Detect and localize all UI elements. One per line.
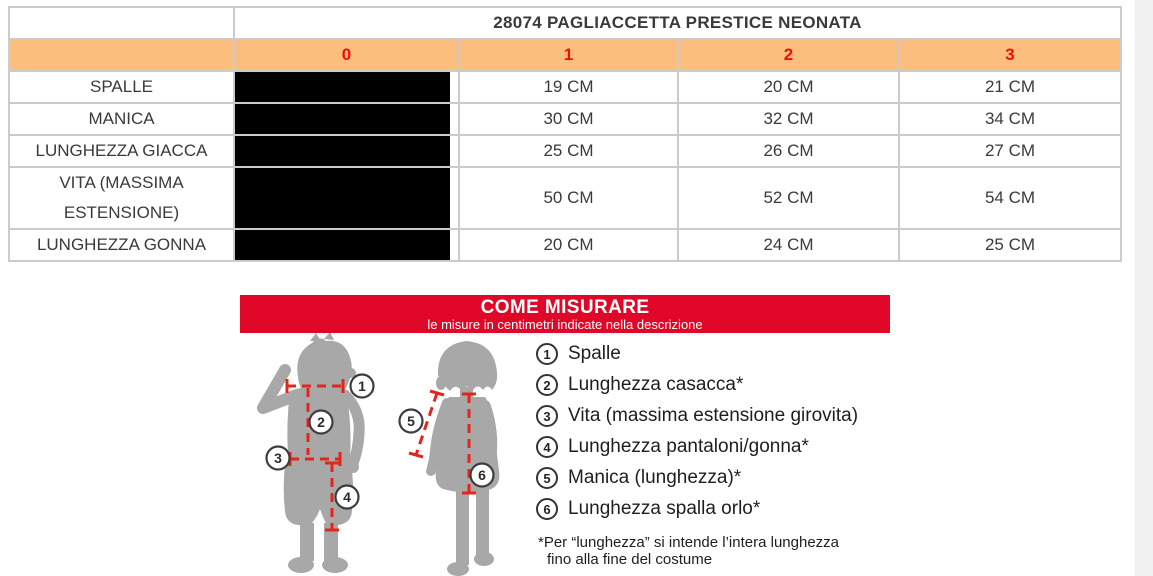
- row-label: SPALLE: [9, 71, 234, 103]
- empty-corner-cell: [9, 7, 234, 39]
- legend-item: [536, 467, 966, 489]
- redaction-black-box: [235, 104, 450, 134]
- footnote-line: *Per “lunghezza” si intende l’intera lunghezza: [538, 534, 840, 551]
- row-label: MANICA: [9, 103, 234, 135]
- product-title: 28074 PAGLIACCETTA PRESTICE NEONATA: [234, 7, 1121, 39]
- measure-legend: [536, 343, 966, 529]
- redaction-black-box: [235, 136, 450, 166]
- row-label: LUNGHEZZA GIACCA: [9, 135, 234, 167]
- legend-number-circle: 5: [536, 467, 558, 489]
- size-header-0: 0: [234, 39, 459, 71]
- size-header-3: 3: [899, 39, 1121, 71]
- legend-number-circle: 6: [536, 498, 558, 520]
- measurement-figures-illustration: [240, 333, 540, 576]
- legend-label: Vita (massima estensione girovita): [568, 405, 859, 426]
- size-header-empty: [9, 39, 234, 71]
- legend-label: Lunghezza casacca*: [568, 374, 744, 395]
- redaction-black-box: [235, 72, 450, 102]
- legend-item: [536, 343, 966, 365]
- redacted-cell: [234, 103, 459, 135]
- measure-value: 30 CM: [459, 103, 678, 135]
- size-header-1: 1: [459, 39, 678, 71]
- legend-label: Manica (lunghezza)*: [568, 467, 742, 488]
- table-row: [9, 71, 1121, 103]
- legend-item: [536, 498, 966, 520]
- measure-footnote: [538, 534, 839, 568]
- measure-value: 25 CM: [459, 135, 678, 167]
- measure-value: 25 CM: [899, 229, 1121, 261]
- marker-2: 2: [317, 414, 325, 430]
- redacted-cell: [234, 135, 459, 167]
- legend-number-circle: 1: [536, 343, 558, 365]
- measure-value: 24 CM: [678, 229, 899, 261]
- legend-number-circle: 2: [536, 374, 558, 396]
- girl-silhouette-icon: [426, 341, 499, 576]
- measure-value: 52 CM: [678, 167, 899, 229]
- marker-1: 1: [358, 378, 366, 394]
- banner-title: COME MISURARE: [480, 297, 650, 318]
- size-chart-table: [8, 6, 1122, 262]
- table-row-sizes: [9, 39, 1121, 71]
- legend-number-circle: 4: [536, 436, 558, 458]
- marker-3: 3: [274, 450, 282, 466]
- page-right-gutter: [1135, 0, 1153, 576]
- measure-value: 50 CM: [459, 167, 678, 229]
- redaction-black-box: [235, 230, 450, 260]
- legend-label: Spalle: [568, 343, 621, 364]
- legend-item: [536, 405, 966, 427]
- redaction-black-box: [235, 168, 450, 228]
- marker-4: 4: [343, 489, 351, 505]
- row-label: VITA (MASSIMA ESTENSIONE): [9, 167, 234, 229]
- measure-value: 34 CM: [899, 103, 1121, 135]
- measure-value: 26 CM: [678, 135, 899, 167]
- banner-subtitle: le misure in centimetri indicate nella descrizione: [427, 317, 703, 332]
- row-label: LUNGHEZZA GONNA: [9, 229, 234, 261]
- table-row: [9, 103, 1121, 135]
- measure-value: 21 CM: [899, 71, 1121, 103]
- measure-value: 54 CM: [899, 167, 1121, 229]
- legend-item: [536, 374, 966, 396]
- legend-number-circle: 3: [536, 405, 558, 427]
- measure-value: 27 CM: [899, 135, 1121, 167]
- footnote-line: fino alla fine del costume: [547, 551, 713, 568]
- redacted-cell: [234, 71, 459, 103]
- legend-label: Lunghezza spalla orlo*: [568, 498, 761, 519]
- table-row: [9, 135, 1121, 167]
- measure-value: 20 CM: [459, 229, 678, 261]
- legend-item: [536, 436, 966, 458]
- redacted-cell: [234, 167, 459, 229]
- measure-value: 32 CM: [678, 103, 899, 135]
- measure-value: 20 CM: [678, 71, 899, 103]
- table-row: [9, 229, 1121, 261]
- redacted-cell: [234, 229, 459, 261]
- table-row-title: [9, 7, 1121, 39]
- how-to-measure-banner: [240, 295, 890, 333]
- size-header-2: 2: [678, 39, 899, 71]
- measure-value: 19 CM: [459, 71, 678, 103]
- legend-label: Lunghezza pantaloni/gonna*: [568, 436, 809, 457]
- marker-5: 5: [407, 413, 415, 429]
- table-row: [9, 167, 1121, 229]
- marker-6: 6: [478, 467, 486, 483]
